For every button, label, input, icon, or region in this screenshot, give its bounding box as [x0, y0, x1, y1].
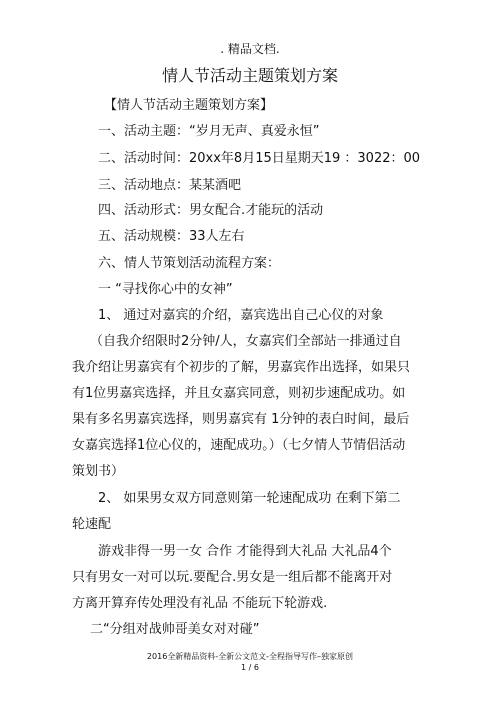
doc-line-section-two: 二“分组对战帅哥美女对对碰”: [90, 622, 260, 637]
doc-line-para-5: 女嘉宾选择1位心仪的，速配成功。）（七夕情人节情侣活动: [72, 438, 406, 453]
doc-line-format: 四、活动形式：男女配合.才能玩的活动: [98, 203, 324, 218]
doc-line-step-two-cont: 轮速配: [72, 517, 112, 532]
doc-line-theme: 一、活动主题：“岁月无声、真爱永恒”: [98, 124, 320, 139]
doc-line-para-1: （自我介绍限时2分钟/人，女嘉宾们全部站一排通过自: [90, 334, 402, 349]
page-number: 1 / 6: [241, 663, 259, 672]
doc-line-game-2: 只有男女一对可以玩.要配合.男女是一组后都不能离开对: [72, 570, 393, 585]
doc-line-flow: 六、情人节策划活动流程方案：: [98, 256, 281, 271]
document-title: 情人节活动主题策划方案: [161, 66, 338, 85]
doc-line-time: 二、活动时间：20xx年8月15日星期天19 ：3022：00: [98, 151, 421, 166]
doc-line-section-one: 一 “寻找你心中的女神”: [98, 282, 233, 297]
doc-line-scale: 五、活动规模：33人左右: [98, 229, 245, 244]
document-header: . 精品文档.: [220, 42, 280, 56]
doc-line-subtitle: 【情人节活动主题策划方案】: [104, 98, 274, 113]
document-footer: 2016全新精品资料-全新公文范文-全程指导写作–独家原创: [146, 652, 354, 661]
doc-line-game-1: 游戏非得一男一女 合作 才能得到大礼品 大礼品4个: [98, 544, 392, 559]
doc-line-game-3: 方离开算弃传处理没有礼品 不能玩下轮游戏.: [72, 596, 328, 611]
doc-line-para-2: 我介绍让男嘉宾有个初步的了解，男嘉宾作出选择，如果只: [72, 360, 411, 375]
doc-line-para-6: 策划书）: [72, 464, 125, 479]
doc-line-step-two: 2、 如果男女双方同意则第一轮速配成功 在剩下第二: [98, 491, 401, 506]
doc-line-location: 三、活动地点：某某酒吧: [98, 178, 242, 193]
doc-line-step-one: 1、 通过对嘉宾的介绍，嘉宾选出自己心仪的对象: [98, 308, 384, 323]
doc-line-para-4: 果有多名男嘉宾选择，则男嘉宾有 1分钟的表白时间，最后: [72, 412, 410, 427]
doc-line-para-3: 有1位男嘉宾选择，并且女嘉宾同意，则初步速配成功。如: [72, 386, 406, 401]
